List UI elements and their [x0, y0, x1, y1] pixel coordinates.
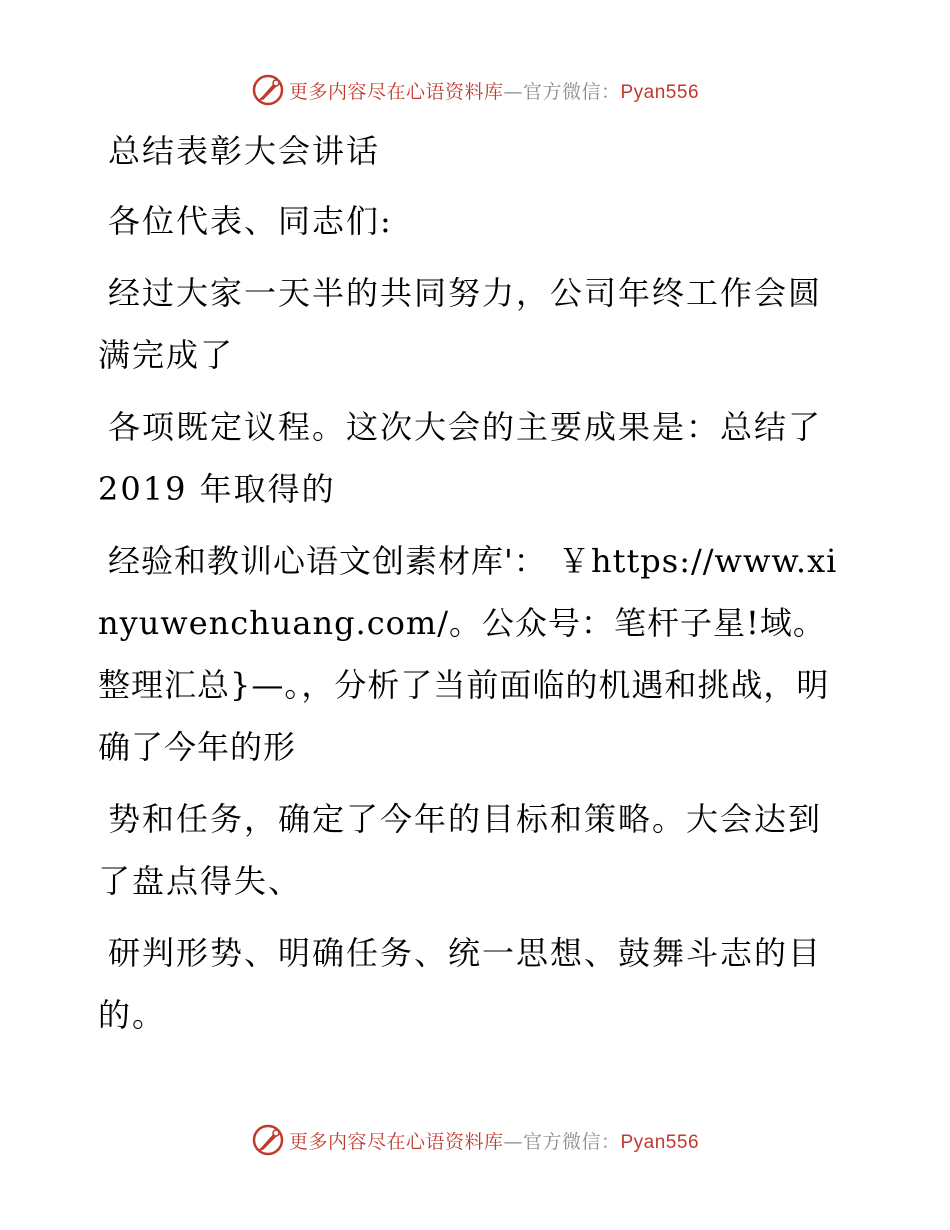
header-banner — [0, 70, 950, 110]
document-salutation: 各位代表、同志们: — [108, 202, 393, 240]
banner-text — [289, 77, 699, 104]
quill-pen-circle-icon — [251, 73, 285, 107]
footer-banner — [0, 1120, 950, 1160]
banner-wechat-id: Pyan556 — [620, 1131, 700, 1153]
banner-dash: — — [503, 80, 523, 103]
banner-wechat-label: 官方微信： — [522, 80, 621, 103]
paragraph-5: 研判形势、明确任务、统一思想、鼓舞斗志的目的。 — [98, 934, 823, 1034]
banner-text — [289, 1127, 699, 1154]
banner-main-text: 更多内容尽在心语资料库 — [288, 1130, 504, 1153]
document-title: 总结表彰大会讲话 — [108, 132, 381, 170]
paragraph-4: 势和任务，确定了今年的目标和策略。大会达到了盘点得失、 — [98, 800, 823, 900]
banner-wechat-id: Pyan556 — [620, 81, 700, 103]
banner-wechat-label: 官方微信： — [522, 1130, 621, 1153]
document-body — [98, 120, 838, 1056]
quill-pen-circle-icon — [251, 1123, 285, 1157]
banner-main-text: 更多内容尽在心语资料库 — [288, 80, 504, 103]
paragraph-1: 经过大家一天半的共同努力，公司年终工作会圆满完成了 — [98, 274, 823, 374]
paragraph-3: 经验和教训心语文创素材库'： ￥https://www.xinyuwenchuang.com/。公众号：笔杆子星!域。整理汇总}—。，分析了当前面临的机遇和挑战，明确了今年的形 — [98, 542, 838, 766]
banner-dash: — — [503, 1130, 523, 1153]
paragraph-2: 各项既定议程。这次大会的主要成果是：总结了2019 年取得的 — [98, 408, 823, 508]
